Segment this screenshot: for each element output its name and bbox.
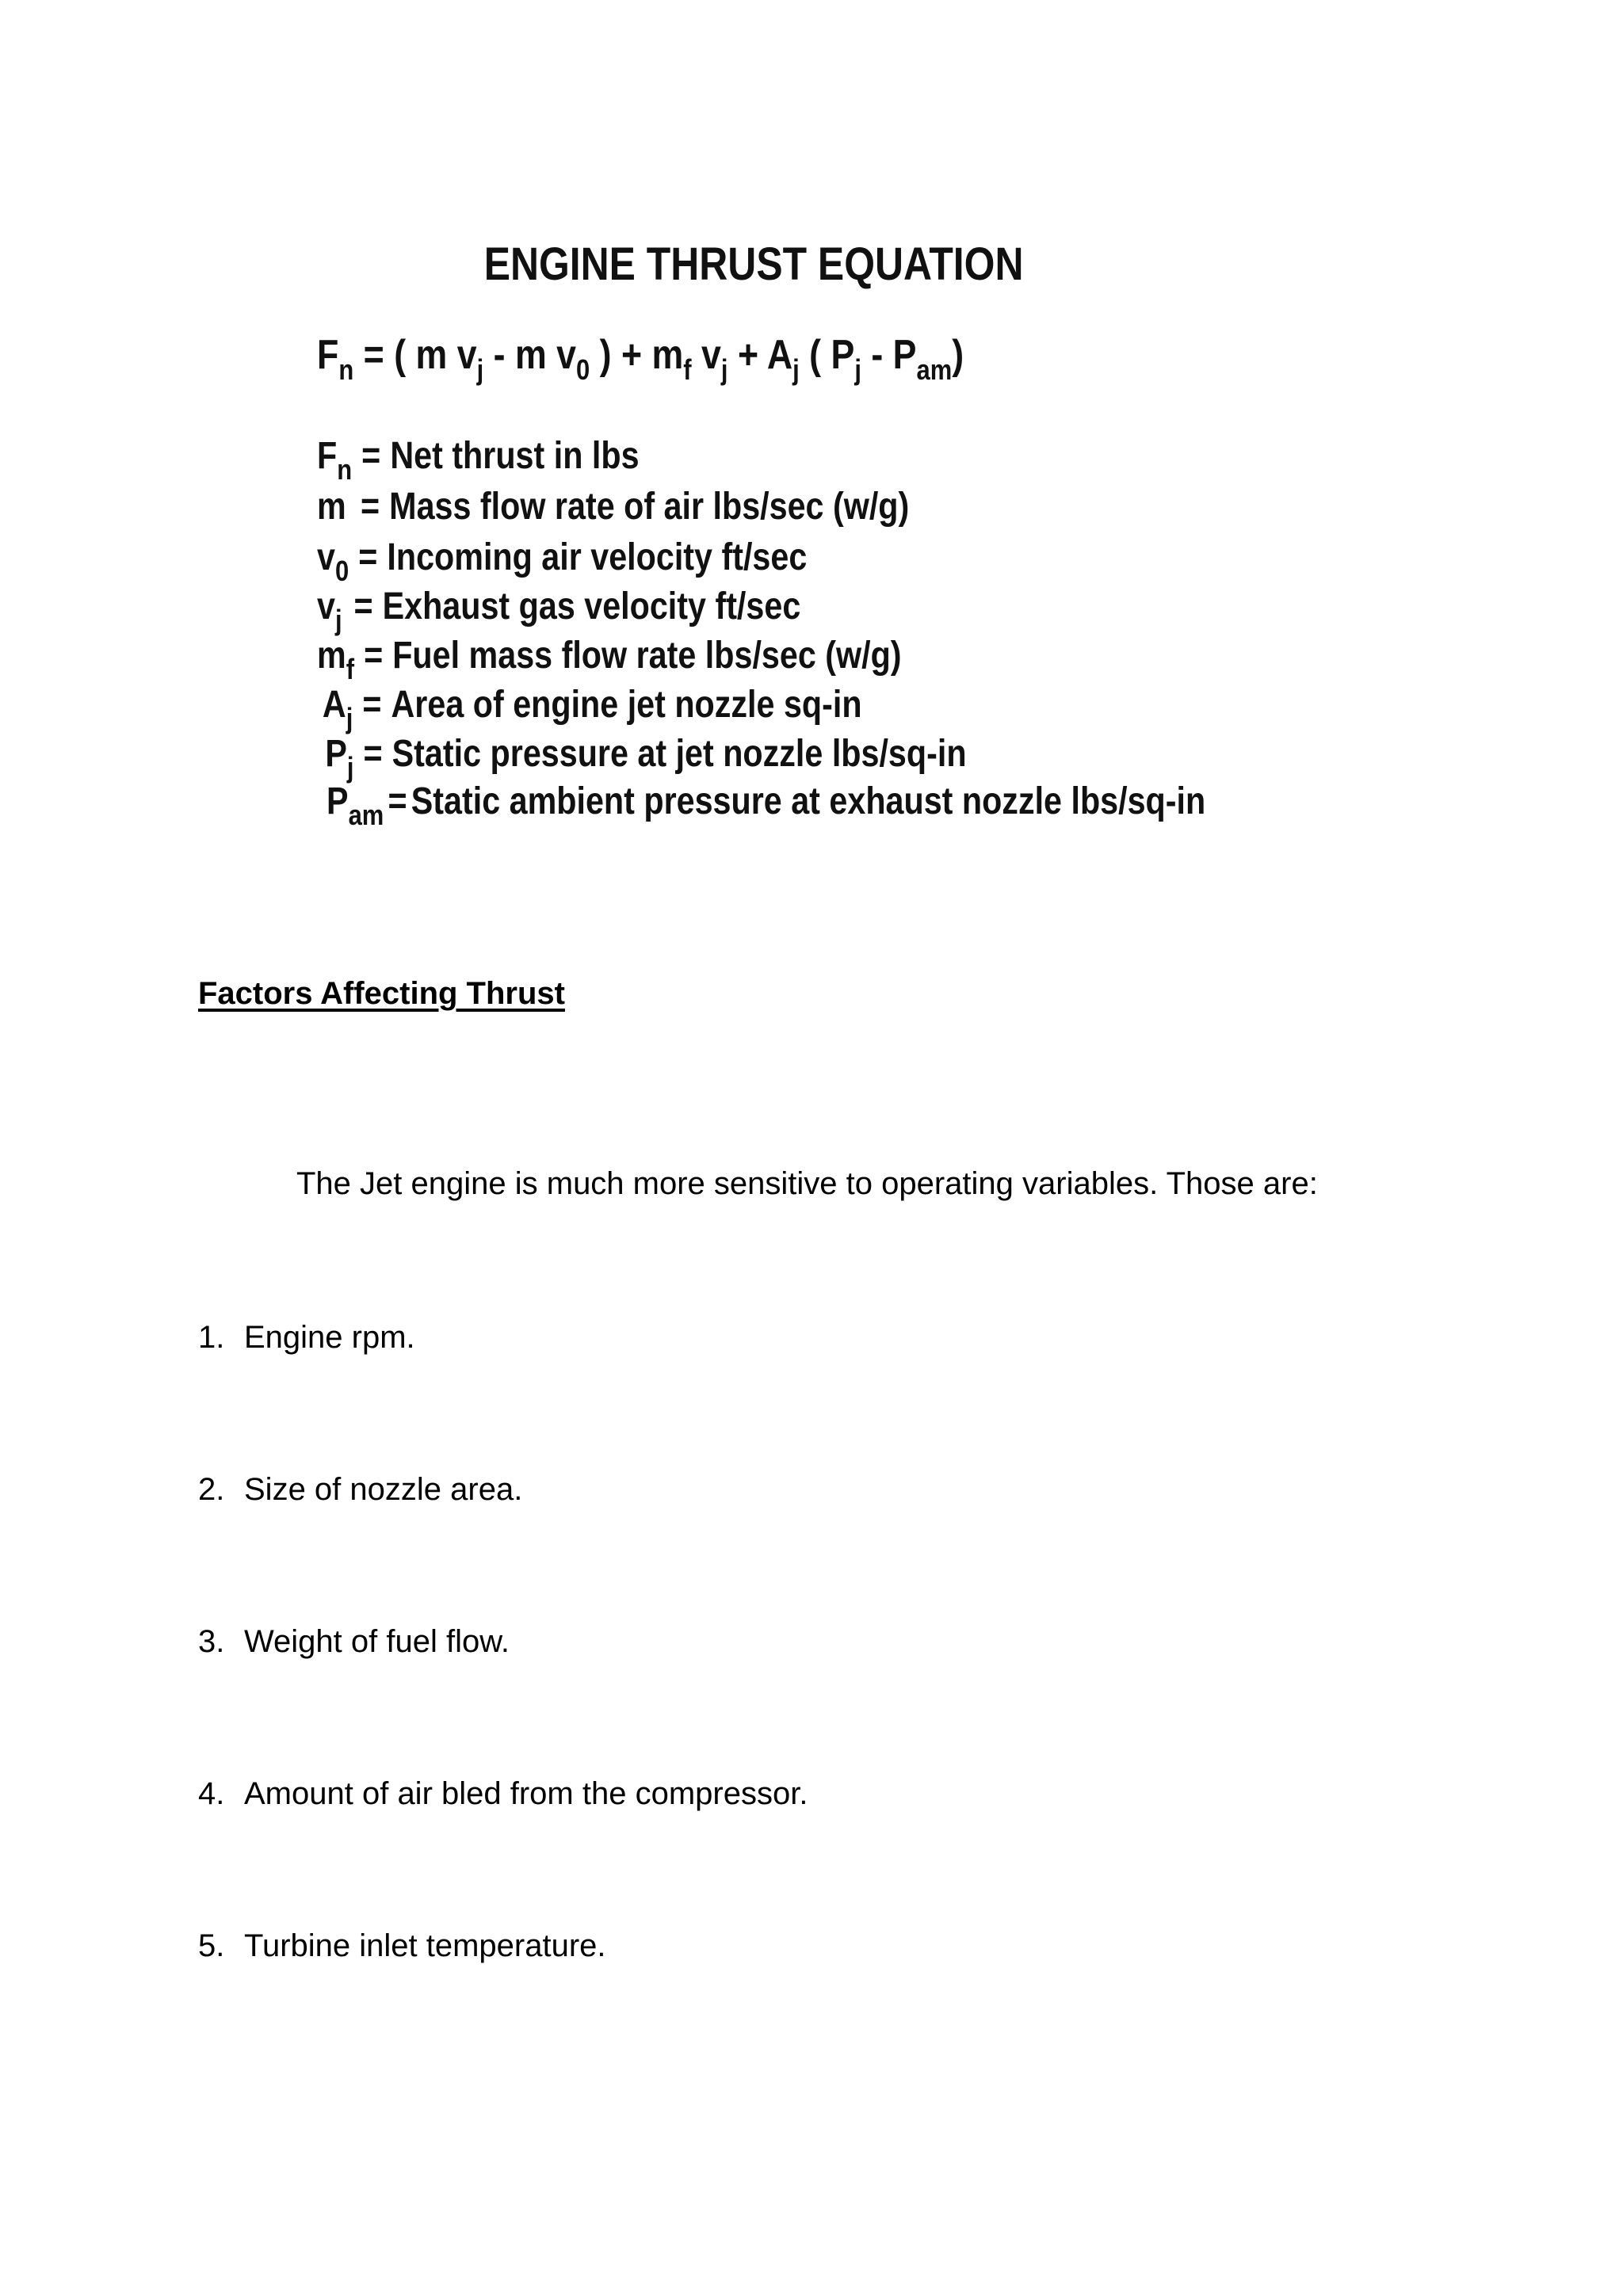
definition-row: $m_f$ = Fuel mass flow rate lbs/sec (w/g) <box>317 635 902 685</box>
list-text: Turbine inlet temperature. <box>244 1928 606 1963</box>
list-text: Engine rpm. <box>244 1320 415 1355</box>
list-item <box>198 1624 510 1660</box>
definition-text: Incoming air velocity ft/sec <box>387 536 808 578</box>
definition-row: $v_0$ = Incoming air velocity ft/sec <box>317 536 808 587</box>
list-number: 3. <box>198 1624 225 1659</box>
list-item <box>198 1928 606 1964</box>
definition-row: $P_{am}$ = Static ambient pressure at exhaust nozzle lbs/sq-in <box>327 780 1206 831</box>
definition-symbol: $P_j$ <box>325 733 354 784</box>
figure-title: ENGINE THRUST EQUATION <box>483 238 1024 290</box>
list-number: 4. <box>198 1776 225 1811</box>
definition-text: Static pressure at jet nozzle lbs/sq-in <box>391 733 967 775</box>
list-number: 1. <box>198 1320 225 1355</box>
definition-text: Net thrust in lbs <box>390 435 640 477</box>
definition-text: Static ambient pressure at exhaust nozzle lbs/sq-in <box>411 780 1206 822</box>
definition-symbol: $m_f$ <box>317 635 355 685</box>
definition-text: Mass flow rate of air lbs/sec (w/g) <box>389 486 910 528</box>
list-text: Amount of air bled from the compressor. <box>244 1776 808 1811</box>
definition-symbol: $v_0$ <box>317 536 349 587</box>
thrust-equation: $F_n$ = ( m $v_j$ - m $v_0$ ) + $m_f$ $v_j + A_j$ ( $P_j - P_{am}$) <box>317 332 964 386</box>
list-text: Weight of fuel flow. <box>244 1624 510 1659</box>
definition-symbol: m <box>317 486 346 528</box>
definition-row: m = Mass flow rate of air lbs/sec (w/g) <box>317 485 909 537</box>
definition-text: Exhaust gas velocity ft/sec <box>382 585 801 627</box>
list-number: 5. <box>198 1928 225 1963</box>
list-item <box>198 1776 808 1812</box>
intro-paragraph: The Jet engine is much more sensitive to operating variables. Those are: <box>296 1166 1318 1201</box>
list-item <box>198 1320 415 1356</box>
definition-text: Fuel mass flow rate lbs/sec (w/g) <box>392 635 902 677</box>
definition-symbol: $A_j$ <box>322 684 353 734</box>
definition-row: $v_j$ = Exhaust gas velocity ft/sec <box>317 585 801 636</box>
definition-symbol: $F_n$ <box>317 435 353 486</box>
list-number: 2. <box>198 1472 225 1507</box>
definition-row: $A_j$ = Area of engine jet nozzle sq-in <box>322 684 862 734</box>
definition-row: $P_j$ = Static pressure at jet nozzle lbs/sq-in <box>325 733 967 784</box>
definition-symbol: $v_j$ <box>317 585 342 636</box>
section-heading: Factors Affecting Thrust <box>198 976 565 1011</box>
list-item <box>198 1472 522 1508</box>
definition-row: $F_n$ = Net thrust in lbs <box>317 435 640 486</box>
thrust-equation-figure <box>317 230 1206 864</box>
list-text: Size of nozzle area. <box>244 1472 523 1507</box>
definition-text: Area of engine jet nozzle sq-in <box>391 684 862 726</box>
definition-symbol: $P_{am}$ <box>327 780 384 831</box>
